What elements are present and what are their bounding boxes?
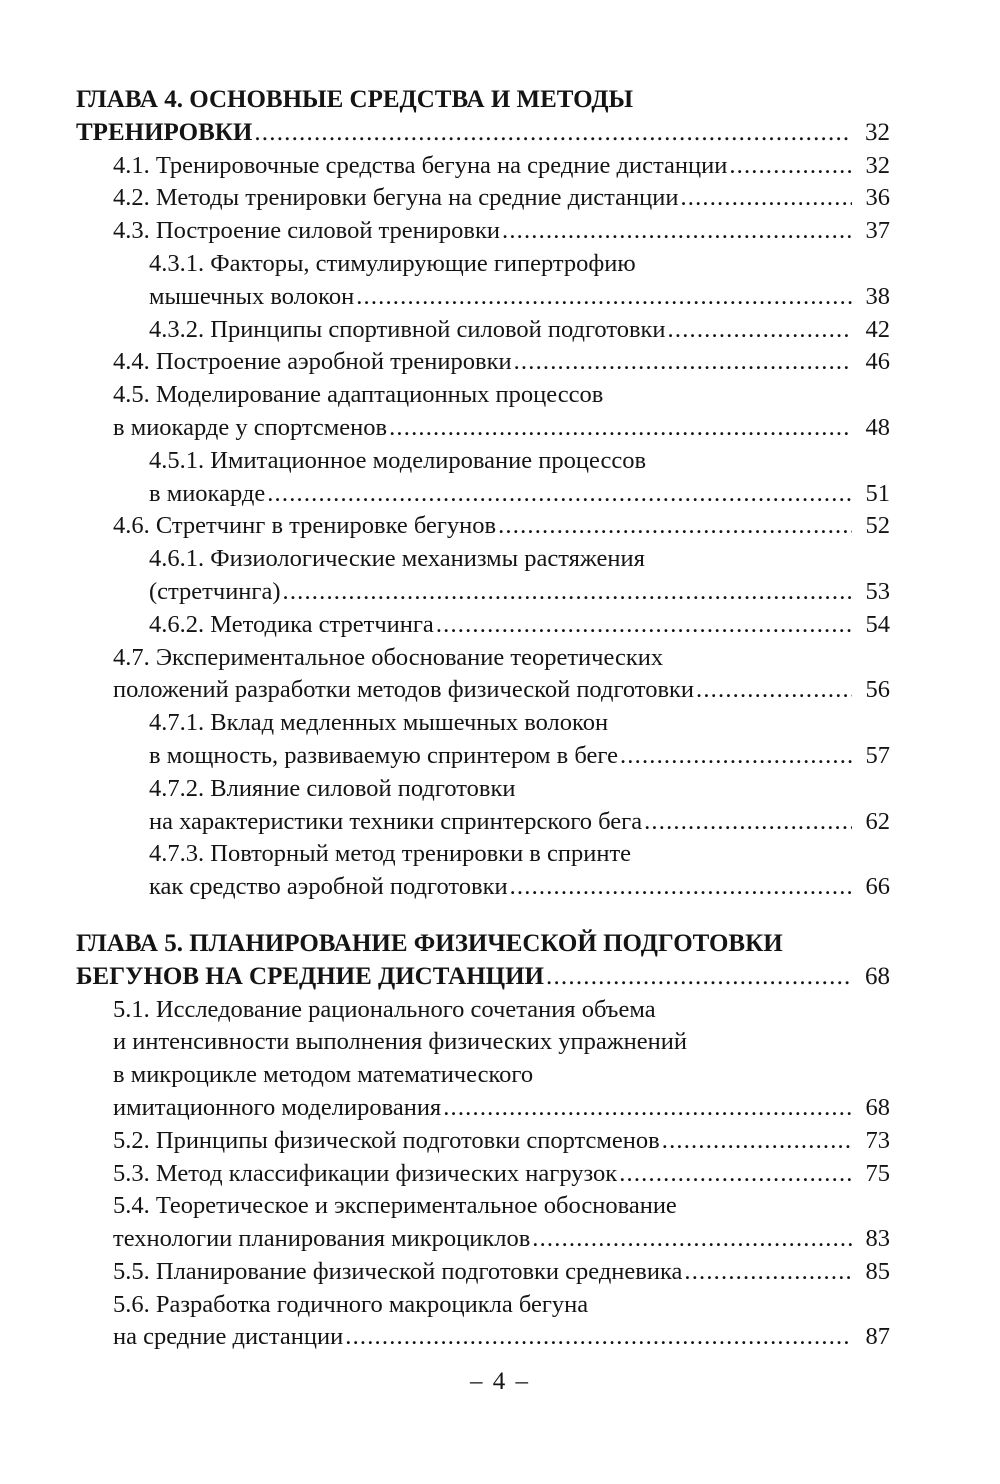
toc-line xyxy=(76,609,890,642)
toc-title-text: в мощность, развиваемую спринтером в беге xyxy=(149,741,618,769)
dot-leader xyxy=(345,1321,852,1354)
toc-title-text: в миокарде у спортсменов xyxy=(113,413,388,441)
toc-title-text: 4.2. Методы тренировки бегуна на средние дистанции xyxy=(113,184,679,212)
toc-line xyxy=(76,871,890,904)
toc-title-text: ТРЕНИРОВКИ xyxy=(76,118,253,146)
toc-entry[interactable] xyxy=(76,248,890,314)
dot-leader xyxy=(510,871,852,904)
toc-page-number: 48 xyxy=(865,413,890,441)
toc-line xyxy=(76,248,890,281)
toc-page-number: 37 xyxy=(865,217,890,245)
toc-entry[interactable] xyxy=(76,314,890,347)
toc-line xyxy=(76,773,890,806)
toc-title-text: технологии планирования микроциклов xyxy=(113,1225,531,1253)
dot-leader xyxy=(668,314,852,347)
dot-leader xyxy=(620,740,852,773)
toc-line xyxy=(76,379,890,412)
dot-leader xyxy=(644,806,852,839)
toc-title-text: 4.3.1. Факторы, стимулирующие гипертрофию xyxy=(149,249,636,277)
toc-title-text: БЕГУНОВ НА СРЕДНИЕ ДИСТАНЦИИ xyxy=(76,962,545,990)
toc-entry[interactable] xyxy=(76,838,890,904)
dot-leader xyxy=(729,150,852,183)
toc-entry[interactable] xyxy=(76,1125,890,1158)
toc-entry[interactable] xyxy=(76,510,890,543)
toc-title-text: 5.2. Принципы физической подготовки спортсменов xyxy=(113,1126,660,1154)
toc-title-text: 4.3.2. Принципы спортивной силовой подготовки xyxy=(149,315,666,343)
toc-entry[interactable] xyxy=(76,1256,890,1289)
toc-line xyxy=(76,543,890,576)
toc-line xyxy=(76,707,890,740)
toc-page-number: 52 xyxy=(865,512,890,540)
toc-line xyxy=(76,1125,890,1158)
page-number: – 4 – xyxy=(470,1368,530,1395)
toc-entry[interactable] xyxy=(76,642,890,708)
toc-title-text: 4.6. Стретчинг в тренировке бегунов xyxy=(113,512,497,540)
toc-page-number: 62 xyxy=(865,807,890,835)
dot-leader xyxy=(532,1223,852,1256)
toc-page-number: 32 xyxy=(865,151,890,179)
toc-line xyxy=(76,1289,890,1322)
toc-title-text: 5.4. Теоретическое и экспериментальное обоснование xyxy=(113,1192,677,1220)
toc-title-text: 4.3. Построение силовой тренировки xyxy=(113,217,500,245)
toc-entry[interactable] xyxy=(76,1190,890,1256)
toc-title-text: 4.5.1. Имитационное моделирование процессов xyxy=(149,446,647,474)
toc-entry[interactable] xyxy=(76,150,890,183)
toc-line xyxy=(76,84,890,117)
toc-line xyxy=(76,740,890,773)
toc-entry[interactable] xyxy=(76,346,890,379)
toc-title-text: имитационного моделирования xyxy=(113,1093,442,1121)
toc-line xyxy=(76,1321,890,1354)
toc-entry[interactable] xyxy=(76,445,890,511)
toc-line xyxy=(76,838,890,871)
toc-page-number: 68 xyxy=(865,962,890,990)
toc-page-number: 42 xyxy=(865,315,890,343)
dot-leader xyxy=(684,1256,852,1289)
toc-title-text: 5.5. Планирование физической подготовки средневика xyxy=(113,1257,683,1285)
toc-page-number: 68 xyxy=(865,1093,890,1121)
toc-page-number: 75 xyxy=(865,1159,890,1187)
toc-title-text: в микроцикле методом математического xyxy=(113,1061,534,1089)
toc-title-text: как средство аэробной подготовки xyxy=(149,873,508,901)
toc-line xyxy=(76,150,890,183)
toc-line xyxy=(76,806,890,839)
toc-title-text: положений разработки методов физической подготовки xyxy=(113,676,695,704)
toc-page-number: 46 xyxy=(865,348,890,376)
dot-leader xyxy=(254,117,852,150)
toc-entry[interactable] xyxy=(76,994,890,1125)
toc-title-text: 4.7.1. Вклад медленных мышечных волокон xyxy=(149,709,609,737)
toc-entry[interactable] xyxy=(76,215,890,248)
toc-title-text: на характеристики техники спринтерского бега xyxy=(149,807,643,835)
toc-line xyxy=(76,642,890,675)
toc-entry[interactable] xyxy=(76,773,890,839)
toc-entry[interactable] xyxy=(76,1289,890,1355)
dot-leader xyxy=(498,510,852,543)
toc-title-text: мышечных волокон xyxy=(149,282,355,310)
toc-line xyxy=(76,1223,890,1256)
toc-page-number: 36 xyxy=(865,184,890,212)
toc-page-number: 87 xyxy=(865,1323,890,1351)
toc-line xyxy=(76,215,890,248)
toc-title-text: на средние дистанции xyxy=(113,1323,344,1351)
toc-title-text: ГЛАВА 4. ОСНОВНЫЕ СРЕДСТВА И МЕТОДЫ xyxy=(76,86,634,113)
dot-leader xyxy=(662,1125,852,1158)
toc-entry[interactable] xyxy=(76,707,890,773)
toc-page-number: 73 xyxy=(865,1126,890,1154)
toc-title-text: и интенсивности выполнения физических упражнений xyxy=(113,1028,687,1056)
dot-leader xyxy=(680,182,852,215)
dot-leader xyxy=(443,1092,852,1125)
toc-line xyxy=(76,1026,890,1059)
toc-title-text: 5.6. Разработка годичного макроцикла бегуна xyxy=(113,1290,589,1318)
toc-line xyxy=(76,576,890,609)
dot-leader xyxy=(546,961,852,994)
table-of-contents xyxy=(76,84,890,1354)
toc-page-number: 38 xyxy=(865,282,890,310)
toc-line xyxy=(76,1190,890,1223)
dot-leader xyxy=(436,609,852,642)
toc-line xyxy=(76,1158,890,1191)
toc-page-number: 85 xyxy=(865,1257,890,1285)
toc-title-text: 4.7. Экспериментальное обоснование теоретических xyxy=(113,643,664,671)
dot-leader xyxy=(514,346,852,379)
toc-title-text: в миокарде xyxy=(149,479,266,507)
toc-page-number: 53 xyxy=(865,577,890,605)
chapter-spacer xyxy=(76,904,890,928)
toc-entry[interactable] xyxy=(76,379,890,445)
toc-line xyxy=(76,314,890,347)
toc-title-text: 5.1. Исследование рационального сочетания объема xyxy=(113,995,656,1023)
toc-page-number: 83 xyxy=(865,1225,890,1253)
toc-line xyxy=(76,478,890,511)
toc-title-text: ГЛАВА 5. ПЛАНИРОВАНИЕ ФИЗИЧЕСКОЙ ПОДГОТОВКИ xyxy=(76,929,783,957)
toc-line xyxy=(76,961,890,994)
toc-line xyxy=(76,994,890,1027)
dot-leader xyxy=(356,281,852,314)
toc-line xyxy=(76,1059,890,1092)
toc-title-text: 5.3. Метод классификации физических нагрузок xyxy=(113,1159,618,1187)
dot-leader xyxy=(389,412,852,445)
toc-line xyxy=(76,1092,890,1125)
toc-page-number: 57 xyxy=(865,741,890,769)
toc-line xyxy=(76,117,890,150)
dot-leader xyxy=(283,576,853,609)
toc-line xyxy=(76,1256,890,1289)
toc-title-text: 4.6.1. Физиологические механизмы растяжения xyxy=(149,545,645,573)
dot-leader xyxy=(696,674,852,707)
toc-title-text: 4.7.2. Влияние силовой подготовки xyxy=(149,774,516,802)
toc-line xyxy=(76,928,890,961)
toc-chapter[interactable] xyxy=(76,84,890,150)
toc-title-text: 4.6.2. Методика стретчинга xyxy=(149,610,434,638)
toc-line xyxy=(76,412,890,445)
toc-line xyxy=(76,346,890,379)
toc-entry[interactable] xyxy=(76,609,890,642)
toc-line xyxy=(76,182,890,215)
toc-page-number: 54 xyxy=(865,610,890,638)
toc-page-number: 51 xyxy=(865,479,890,507)
toc-title-text: 4.4. Построение аэробной тренировки xyxy=(113,348,512,376)
toc-title-text: (стретчинга) xyxy=(149,577,281,605)
toc-title-text: 4.1. Тренировочные средства бегуна на средние дистанции xyxy=(113,151,728,179)
dot-leader xyxy=(502,215,852,248)
toc-page-number: 66 xyxy=(865,873,890,901)
toc-page-number: 32 xyxy=(865,118,890,146)
toc-line xyxy=(76,281,890,314)
toc-line xyxy=(76,445,890,478)
toc-chapter[interactable] xyxy=(76,928,890,994)
toc-page-number: 56 xyxy=(865,676,890,704)
toc-entry[interactable] xyxy=(76,1158,890,1191)
toc-entry[interactable] xyxy=(76,182,890,215)
toc-title-text: 4.7.3. Повторный метод тренировки в спринте xyxy=(149,840,632,868)
toc-line xyxy=(76,674,890,707)
dot-leader xyxy=(267,478,852,511)
toc-line xyxy=(76,510,890,543)
dot-leader xyxy=(619,1158,852,1191)
toc-entry[interactable] xyxy=(76,543,890,609)
toc-title-text: 4.5. Моделирование адаптационных процессов xyxy=(113,381,604,409)
